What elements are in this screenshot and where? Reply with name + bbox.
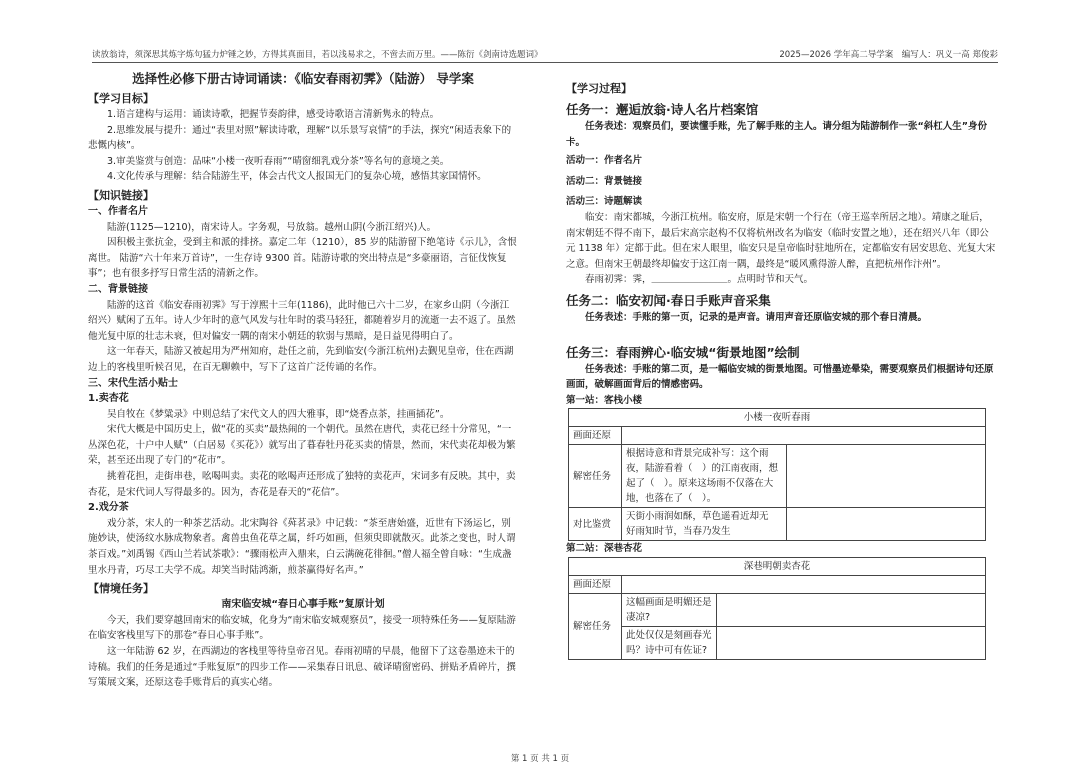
objectives-heading: 【学习目标】 [88, 92, 154, 105]
tea-heading: 2.戏分茶 [88, 502, 129, 514]
row-label: 解密任务 [569, 445, 622, 508]
author-paragraph: 因积极主张抗金，受到主和派的排挤。嘉定二年（1210），85 岁的陆游留下绝笔诗《示儿》，含恨离世。 陆游“六十年来万首诗”，一生存诗 9300 首。陆游诗歌的突出特点是“多豪丽语，言征伐恢复事”；也有很多抒写日常生活的清新之作。 [88, 237, 517, 280]
station1-table [568, 408, 986, 541]
task1-description: 任务表述：观察员们，要读懂手账，先了解手账的主人。请分组为陆游制作一张“斜杠人生”身份卡。 [566, 121, 987, 148]
row-label: 解密任务 [569, 593, 622, 659]
station2-table [568, 557, 986, 660]
answer-cell[interactable] [622, 427, 986, 445]
header-info: 2025—2026 学年高二导学案 编写人：巩义一高 郑俊彩 [779, 50, 998, 60]
row-label: 对比鉴赏 [569, 508, 622, 541]
right-column [566, 70, 998, 660]
scenario-subtitle: 南宋临安城“春日心事手账”复原计划 [221, 599, 385, 611]
page-footer: 第 1 页 共 1 页 [510, 754, 570, 764]
apricot-paragraph: 宋代大概是中国历史上，做“花的买卖”最热闹的一个朝代。虽然在唐代，卖花已经十分常见，“一丛深色花，十户中人赋”（白居易《买花》）就写出了暮春牡丹花买卖的情景，然而，宋代卖花却极为繁荣，甚至还出现了专门的“花市”。 [88, 424, 516, 467]
apricot-paragraph: 吴自牧在《梦粱录》中则总结了宋代文人的四大雅事，即“烧香点茶，挂画插花”。 [107, 408, 450, 420]
author-heading: 一、作者名片 [88, 205, 148, 217]
station2-label: 第二站：深巷杏花 [566, 543, 643, 555]
answer-cell[interactable] [622, 575, 986, 593]
scenario-paragraph: 今天，我们要穿越回南宋的临安城，化身为“南宋临安城观察员”，接受一项特殊任务——复原陆游在临安客栈里写下的那卷“春日心事手账”。 [88, 614, 516, 642]
background-paragraph: 这一年春天，陆游又被起用为严州知府，赴任之前，先到临安(今浙江杭州)去觐见皇帝，住在西湖边上的客栈里听候召见，在百无聊赖中，写下了这首广泛传诵的名作。 [88, 346, 514, 373]
apricot-paragraph: 挑着花担，走街串巷，吆喝叫卖。卖花的吆喝声还形成了独特的卖花声，宋词多有反映。其中，卖杏花，是宋代词人写得最多的。因为，杏花是春天的“花信”。 [88, 471, 516, 498]
activity-3: 活动三：诗题解读 [566, 196, 643, 208]
station2-caption: 深巷明朝卖杏花 [569, 557, 986, 575]
station1-label: 第一站：客栈小楼 [566, 394, 643, 406]
objective-item: 3.审美鉴赏与创造：品味“小楼一夜听春雨”“晴窗细乳戏分茶”等名句的意境之美。 [107, 155, 450, 167]
tea-paragraph: 戏分茶，宋人的一种茶艺活动。北宋陶谷《荈茗录》中记载：“茶至唐始盛，近世有下汤运匕，别施妙诀，使汤纹水脉成物象者。禽兽虫鱼花草之属，纤巧如画，但须臾即就散灭。此茶之变也，时人谓茶百戏。”刘禹锡《西山兰若试茶歌》：“骤雨松声入鼎来，白云满碗花徘徊。”僧人福全曾自咏：“生成盏里水丹青，巧尽工夫学不成。却笑当时陆鸿渐，煎茶赢得好名声。” [88, 517, 516, 576]
answer-cell[interactable] [787, 445, 986, 508]
compare-poems: 天街小雨润如酥，草色遥看近却无 好雨知时节，当春乃发生 [622, 508, 787, 541]
decode-question: 此处仅仅是刻画春光吗？诗中可有佐证? [622, 626, 717, 659]
task2-description: 任务表述：手账的第一页，记录的是声音。请用声音还原临安城的那个春日清晨。 [585, 311, 928, 323]
activity-2: 活动二：背景链接 [566, 175, 643, 187]
knowledge-heading: 【知识链接】 [88, 188, 154, 202]
song-life-heading: 三、宋代生活小贴士 [88, 377, 178, 389]
task3-description: 任务表述：手账的第二页，是一幅临安城的街景地图。可惜墨迹晕染，需要观察员们根据诗句还原画面，破解画面背后的情感密码。 [566, 363, 994, 391]
scenario-heading: 【情境任务】 [88, 582, 154, 596]
scenario-paragraph: 这一年陆游 62 岁，在西湖边的客栈里等待皇帝召见。春雨初晴的早晨，他留下了这卷墨迹未干的诗稿。我们的任务是通过“手账复原”的四步工作——采集春日讯息、破译晴窗密码、拼贴矛盾碎片，撰写策展文案，还原这卷手账背后的真实心绪。 [88, 646, 516, 689]
answer-cell[interactable] [717, 593, 986, 626]
task1-title: 任务一：邂逅放翁·诗人名片档案馆 [566, 102, 759, 117]
apricot-heading: 1.卖杏花 [88, 393, 129, 405]
row-label: 画面还原 [569, 427, 622, 445]
process-heading: 【学习过程】 [566, 82, 632, 95]
station1-caption: 小楼一夜听春雨 [569, 409, 986, 427]
decode-question: 根据诗意和背景完成补写：这个雨夜，陆游看着（ ）的江南夜雨，想起了（ ）。原来这场雨不仅落在大地，也落在了（ ）。 [622, 445, 787, 508]
answer-cell[interactable] [787, 508, 986, 541]
chuji-fill-blank: 春雨初霁：霁，＿＿＿＿＿＿＿＿。点明时节和天气。 [585, 274, 814, 286]
background-paragraph: 陆游的这首《临安春雨初霁》写于淳熙十三年(1186)，此时他已六十二岁，在家乡山阴（今浙江绍兴）赋闲了五年。诗人少年时的意气风发与壮年时的裘马轻狂，都随着岁月的流逝一去不返了。虽然他光复中原的壮志未衰，但对偏安一隅的南宋小朝廷的软弱与黑暗，是日益见得明白了。 [88, 299, 516, 342]
background-heading: 二、背景链接 [88, 283, 148, 295]
answer-cell[interactable] [717, 626, 986, 659]
decode-question: 这幅画面是明媚还是凄凉? [622, 593, 717, 626]
task2-title: 任务二：临安初闻·春日手账声音采集 [566, 292, 771, 308]
task3-title: 任务三：春雨辨心·临安城“街景地图”绘制 [566, 344, 800, 360]
page-title: 选择性必修下册古诗词诵读：《临安春雨初霁》（陆游） 导学案 [132, 71, 474, 86]
activity-1: 活动一：作者名片 [566, 155, 643, 167]
page-header [92, 42, 998, 63]
objective-item: 4.文化传承与理解：结合陆游生平，体会古代文人报国无门的复杂心境，感悟其家国情怀。 [107, 171, 487, 183]
objective-item: 2.思维发展与提升：通过“表里对照”解读诗歌，理解“以乐景写哀情”的手法，探究“闲适表象下的悲慨内核”。 [88, 124, 512, 152]
row-label: 画面还原 [569, 575, 622, 593]
left-column [88, 70, 518, 691]
objective-item: 1.语言建构与运用：诵读诗歌，把握节奏韵律，感受诗歌语言清新隽永的特点。 [107, 109, 440, 120]
author-paragraph: 陆游(1125—1210)，南宋诗人。字务观，号放翁。越州山阴(今浙江绍兴)人。 [107, 221, 437, 233]
lin-an-paragraph: 临安：南宋都城，今浙江杭州。临安府，原是宋朝一个行在（帝王巡幸所居之地）。靖康之耻后，南宋朝廷不得不南下，最后宋高宗赵构不仅将杭州改名为临安（临时安置之地），还在绍兴八年（即公元 1138 年）定都于此。但在宋人眼里，临安只是皇帝临时驻地所在，定都临安有居安思危、光复大宋之意。但南宋王朝最终却偏安于这江南一隅，最终是“暖风熏得游人醉，直把杭州作汴州”。 [566, 211, 996, 270]
header-quote: 读放翁诗，须深思其炼字炼句猛力炉锤之妙，方得其真面目，若以浅易求之，不啻去而万里。——陈衍《剑南诗选题词》 [92, 50, 543, 60]
